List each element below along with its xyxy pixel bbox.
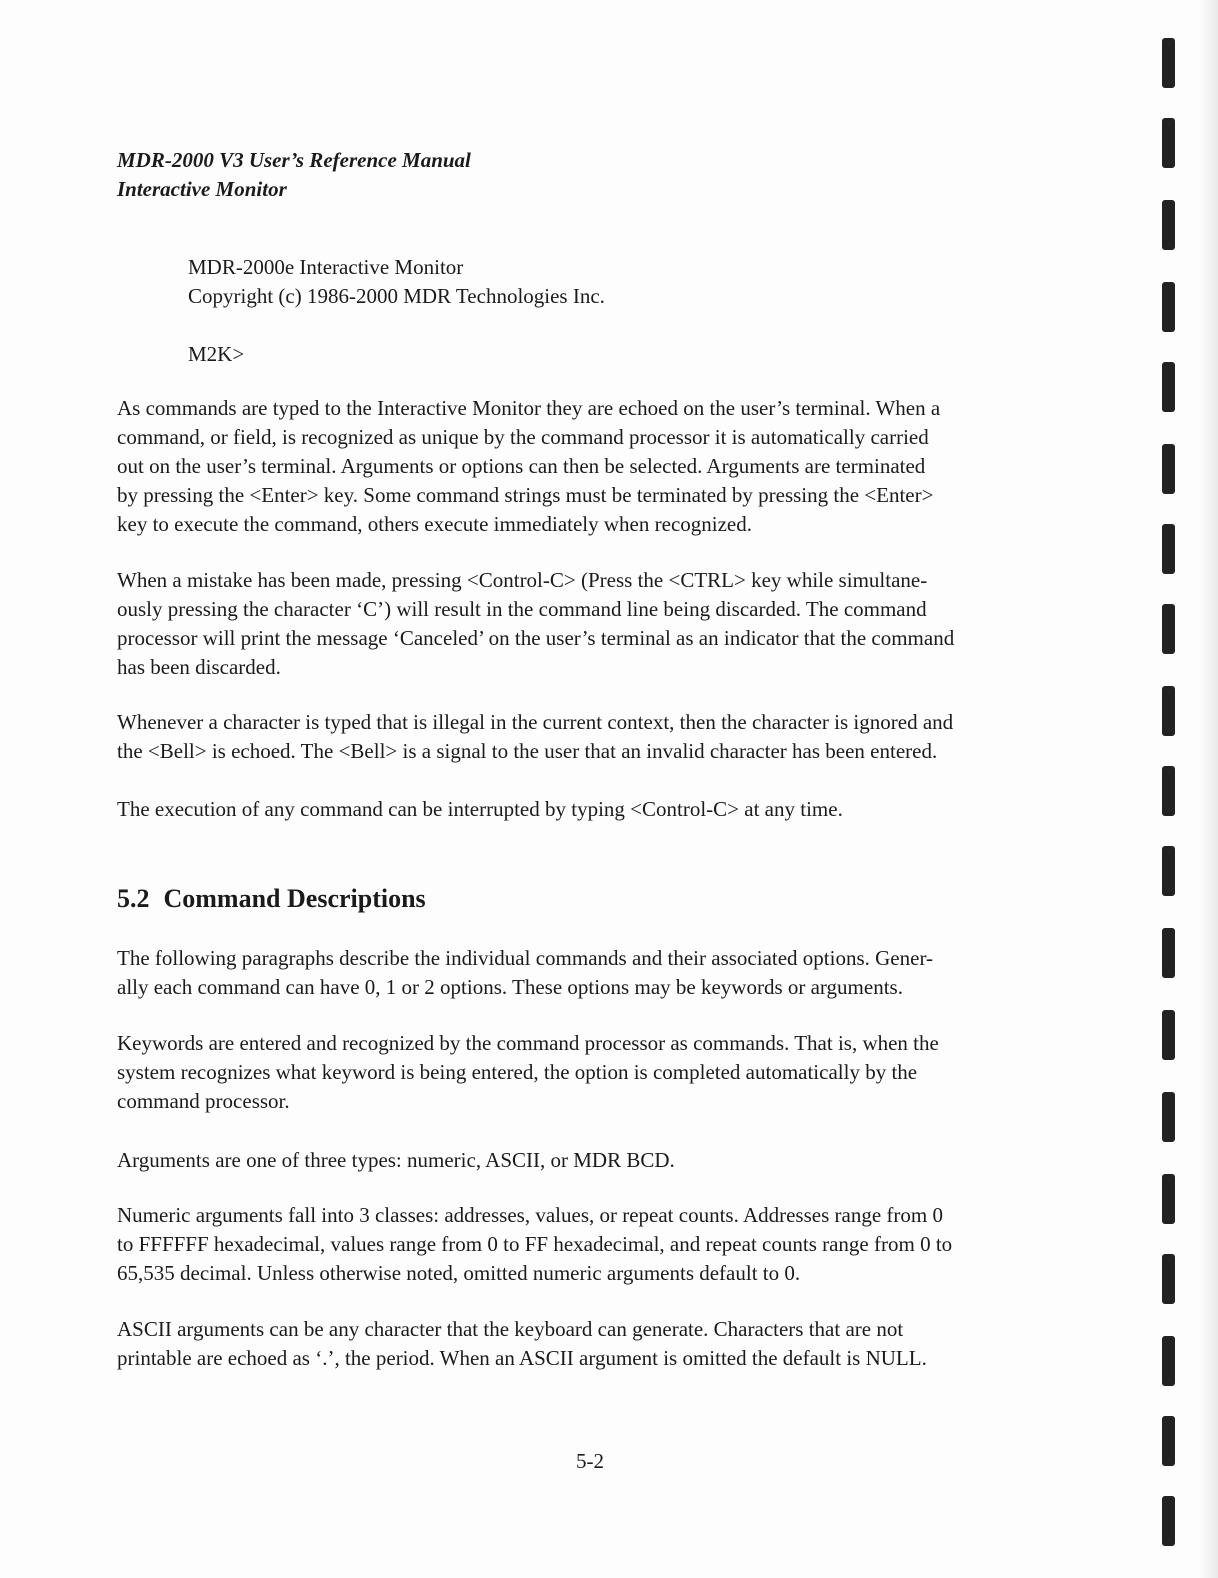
binder-hole: [1162, 1336, 1175, 1386]
paragraph-command-echo: [117, 394, 1077, 539]
monitor-prompt: M2K>: [188, 342, 245, 366]
binder-hole: [1162, 524, 1175, 574]
text-line: When a mistake has been made, pressing <Control-C> (Press the <CTRL> key while simultane-: [117, 568, 928, 592]
page-edge-shadow: [1200, 0, 1218, 1578]
text-line: Numeric arguments fall into 3 classes: addresses, values, or repeat counts. Addresses range from 0: [117, 1203, 943, 1227]
binder-hole: [1162, 1496, 1175, 1546]
section-heading: [117, 882, 426, 916]
text-line: has been discarded.: [117, 655, 281, 679]
page-number: 5-2: [576, 1449, 604, 1473]
paragraph-numeric-arguments: [117, 1201, 1077, 1288]
chapter-title: Interactive Monitor: [117, 177, 287, 201]
paragraph-options: [117, 944, 1077, 1002]
binder-hole: [1162, 686, 1175, 736]
binder-hole: [1162, 846, 1175, 896]
binder-hole: [1162, 1254, 1175, 1304]
binder-hole: [1162, 362, 1175, 412]
text-line: command processor.: [117, 1089, 290, 1113]
binder-hole: [1162, 444, 1175, 494]
binder-hole: [1162, 928, 1175, 978]
binder-hole: [1162, 766, 1175, 816]
monitor-banner-line: MDR-2000e Interactive Monitor: [188, 255, 464, 279]
text-line: 65,535 decimal. Unless otherwise noted, omitted numeric arguments default to 0.: [117, 1261, 801, 1285]
binder-hole-strip: [1148, 0, 1218, 1578]
binder-hole: [1162, 118, 1175, 168]
paragraph-interrupt: [117, 795, 1077, 824]
paragraph-cancel: [117, 566, 1077, 682]
text-line: Arguments are one of three types: numeric, ASCII, or MDR BCD.: [117, 1148, 675, 1172]
copyright-line: Copyright (c) 1986-2000 MDR Technologies Inc.: [188, 284, 605, 308]
text-line: system recognizes what keyword is being entered, the option is completed automatically by the: [117, 1060, 918, 1084]
text-line: The execution of any command can be interrupted by typing <Control-C> at any time.: [117, 797, 843, 821]
binder-hole: [1162, 38, 1175, 88]
running-header: [117, 146, 471, 204]
text-line: The following paragraphs describe the individual commands and their associated options. Gener-: [117, 946, 934, 970]
text-line: Whenever a character is typed that is illegal in the current context, then the character is ignored and: [117, 710, 954, 734]
text-line: ally each command can have 0, 1 or 2 options. These options may be keywords or arguments.: [117, 975, 903, 999]
binder-hole: [1162, 1010, 1175, 1060]
text-line: by pressing the <Enter> key. Some command strings must be terminated by pressing the <Enter>: [117, 483, 934, 507]
binder-hole: [1162, 1416, 1175, 1466]
paragraph-argument-types: [117, 1146, 1077, 1175]
text-line: As commands are typed to the Interactive Monitor they are echoed on the user’s terminal. When a: [117, 396, 941, 420]
binder-hole: [1162, 1174, 1175, 1224]
binder-hole: [1162, 282, 1175, 332]
text-line: ously pressing the character ‘C’) will result in the command line being discarded. The command: [117, 597, 927, 621]
monitor-banner: [188, 253, 605, 311]
binder-hole: [1162, 1092, 1175, 1142]
binder-hole: [1162, 200, 1175, 250]
text-line: ASCII arguments can be any character that the keyboard can generate. Characters that are not: [117, 1317, 904, 1341]
paragraph-ascii-arguments: [117, 1315, 1077, 1373]
binder-hole: [1162, 604, 1175, 654]
text-line: to FFFFFF hexadecimal, values range from 0 to FF hexadecimal, and repeat counts range from 0 to: [117, 1232, 953, 1256]
text-line: the <Bell> is echoed. The <Bell> is a signal to the user that an invalid character has been entered.: [117, 739, 938, 763]
text-line: out on the user’s terminal. Arguments or options can then be selected. Arguments are terminated: [117, 454, 926, 478]
paragraph-illegal-char: [117, 708, 1077, 766]
paragraph-keywords: [117, 1029, 1077, 1116]
text-line: key to execute the command, others execute immediately when recognized.: [117, 512, 752, 536]
text-line: Keywords are entered and recognized by the command processor as commands. That is, when the: [117, 1031, 939, 1055]
text-line: command, or field, is recognized as unique by the command processor it is automatically carried: [117, 425, 929, 449]
text-line: printable are echoed as ‘.’, the period. When an ASCII argument is omitted the default is NULL.: [117, 1346, 927, 1370]
section-title: Command Descriptions: [163, 884, 426, 913]
section-number: 5.2: [117, 884, 150, 913]
manual-title: MDR-2000 V3 User’s Reference Manual: [117, 148, 471, 172]
text-line: processor will print the message ‘Canceled’ on the user’s terminal as an indicator that the command: [117, 626, 955, 650]
